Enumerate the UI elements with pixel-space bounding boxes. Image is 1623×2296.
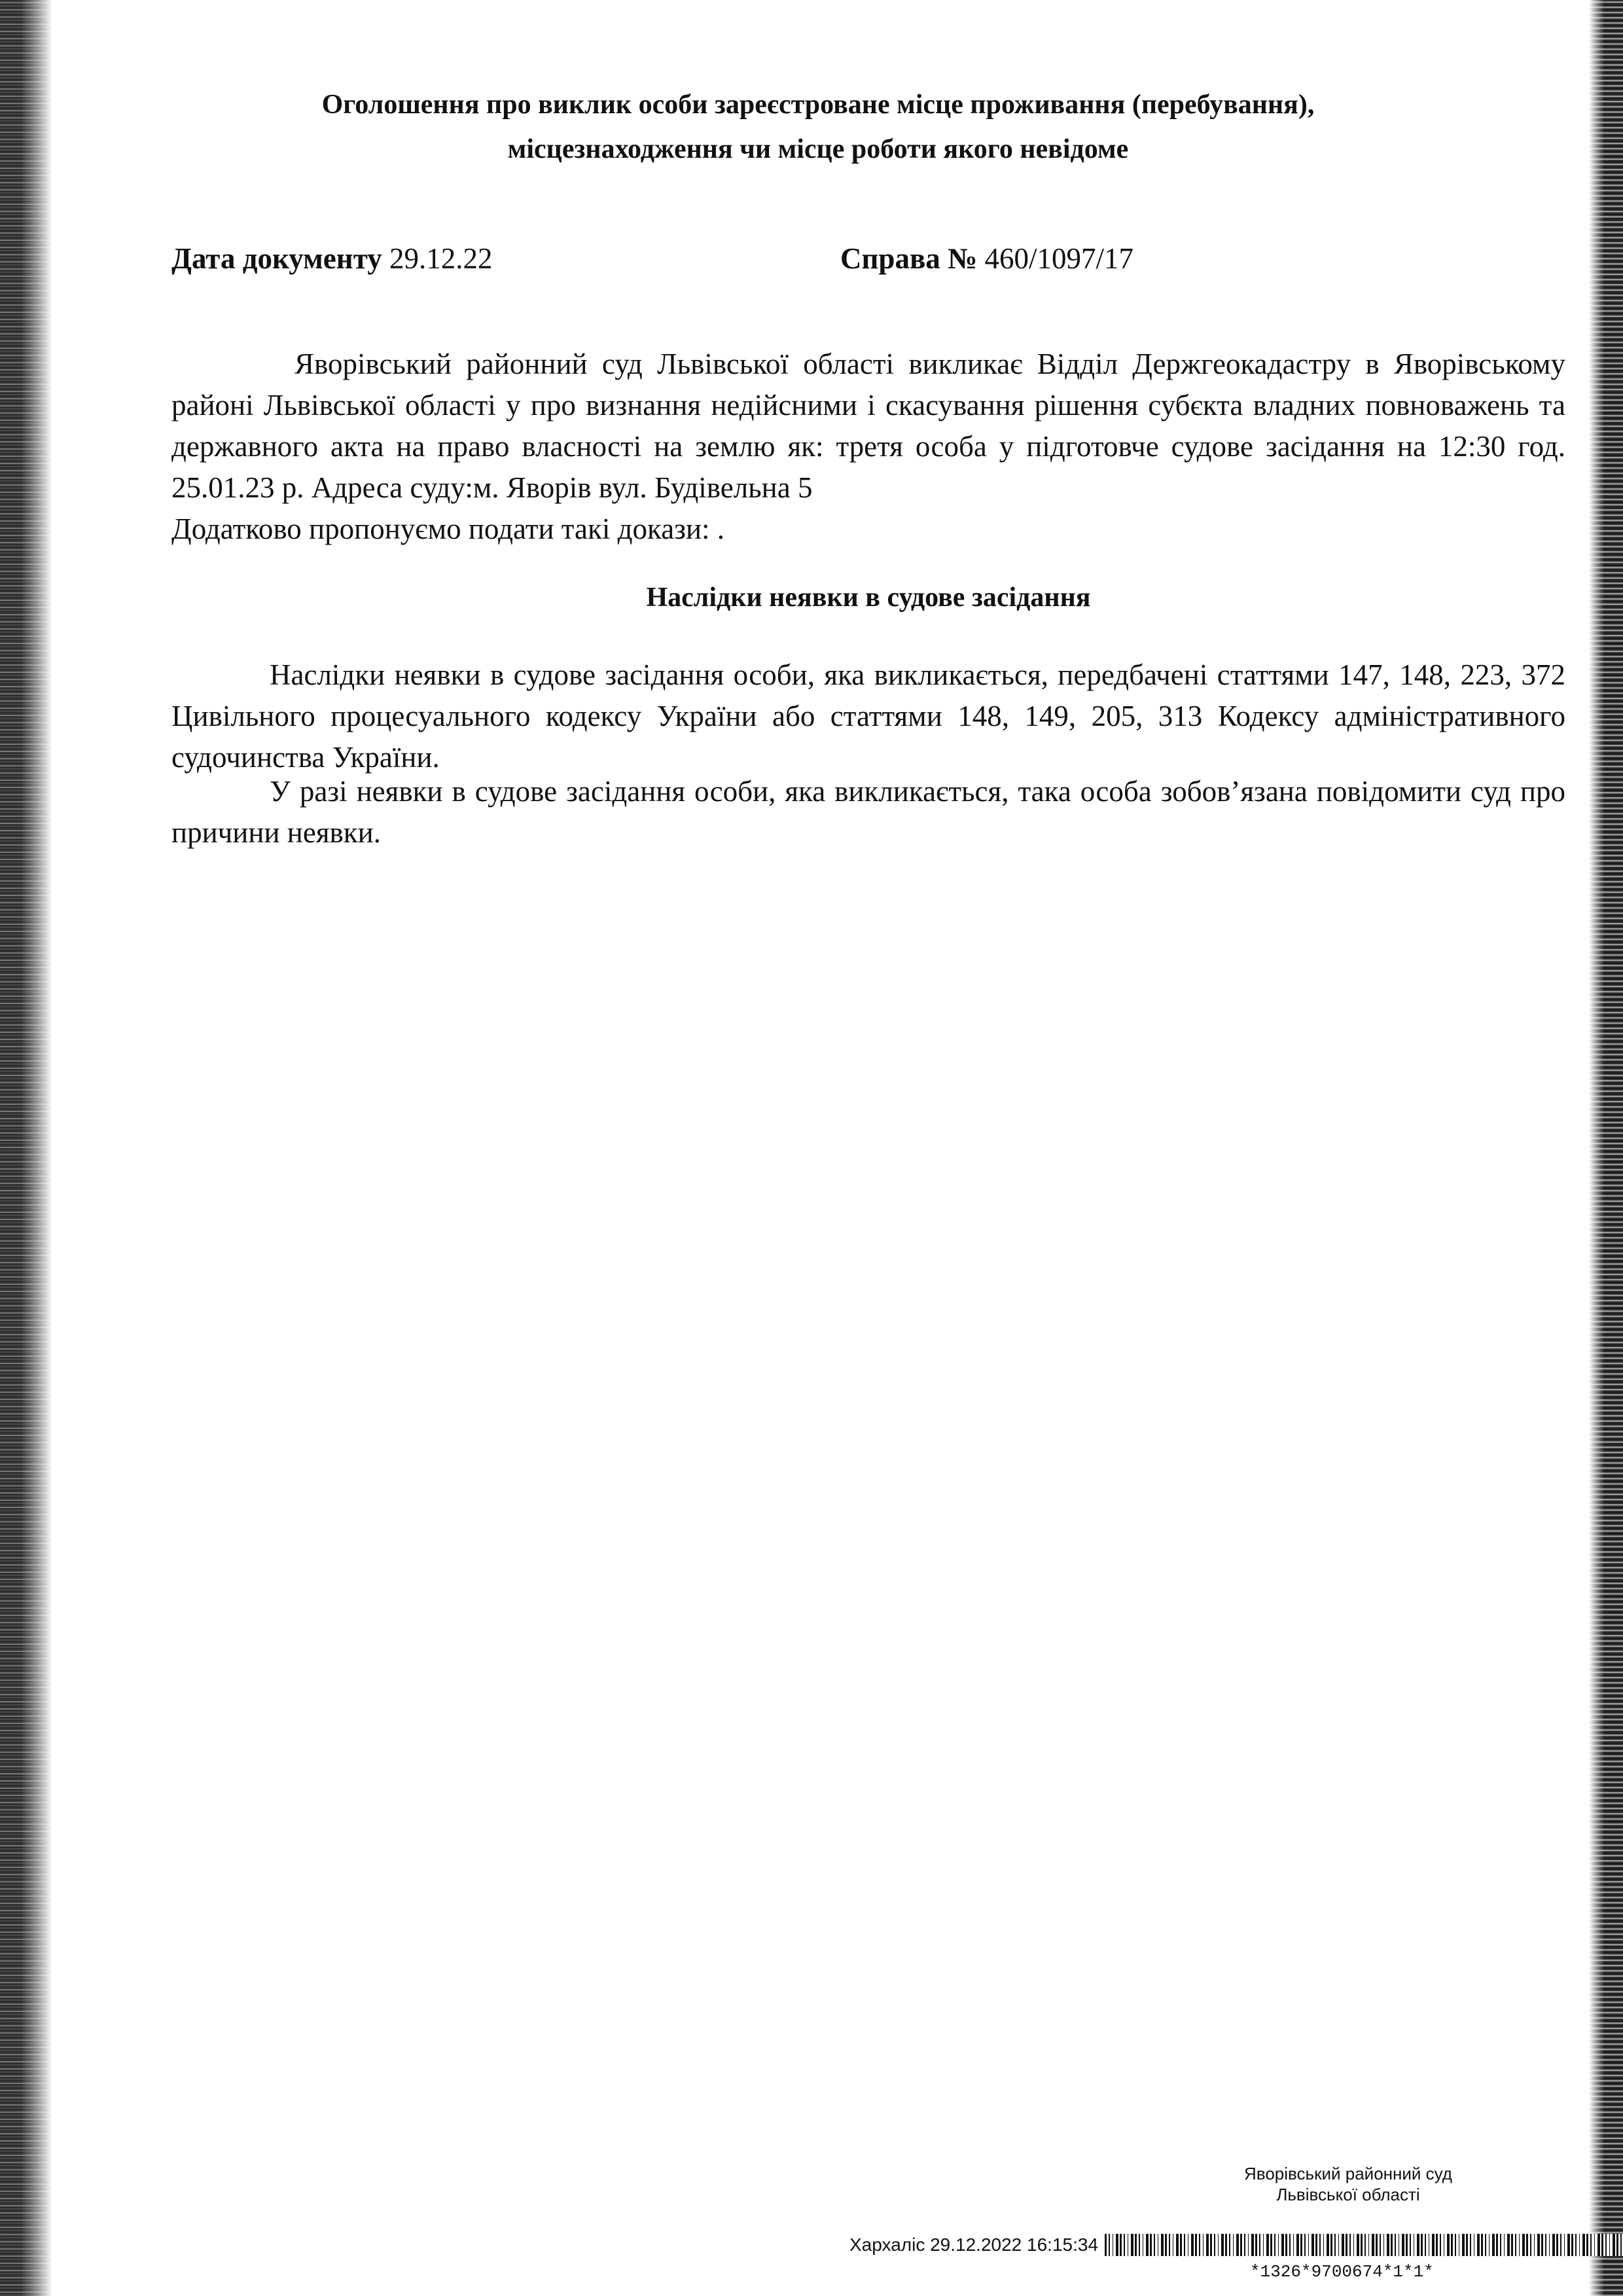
case-label: Справа № xyxy=(840,242,978,275)
evidence-paragraph: Додатково пропонуємо подати такі докази: . xyxy=(171,512,725,545)
barcode xyxy=(1105,2234,1623,2256)
date-value: 29.12.22 xyxy=(389,242,493,275)
footer-signature-line xyxy=(849,2232,1623,2258)
signature-timestamp: Хархаліс 29.12.2022 16:15:34 xyxy=(849,2234,1099,2255)
title-line-1: Оголошення про виклик особи зареєстроване місце проживання (перебування), xyxy=(321,90,1315,120)
title-line-2: місцезнаходження чи місце роботи якого невідоме xyxy=(507,134,1129,164)
obligation-paragraph: У разі неявки в судове засідання особи, яка викликається, така особа зобов’язана повідомити суд про причини неявки. xyxy=(171,775,1565,849)
court-stamp xyxy=(1139,2163,1558,2205)
date-label: Дата документу xyxy=(171,242,382,275)
case-value: 460/1097/17 xyxy=(984,242,1133,275)
summons-paragraph: Яворівський районний суд Львівської області викликає Відділ Держгеокадастру в Яворівському районі Львівської області у про визнання недійсними і скасування рішення субєкта владних повноважень та державного акта на право власності на землю як: третя особа у підготовче судове засідання на 12:30 год. 25.01.23 р. Адреса суду:м. Яворів вул. Будівельна 5 xyxy=(171,348,1565,504)
court-region: Львівської області xyxy=(1276,2185,1420,2204)
case-number xyxy=(840,239,1133,278)
barcode-code: *1326*9700674*1*1* xyxy=(1250,2262,1434,2282)
scan-edge-left xyxy=(0,0,52,2296)
scan-edge-right xyxy=(1589,0,1623,2296)
consequences-heading: Наслідки неявки в судове засідання xyxy=(646,583,1091,613)
document-date xyxy=(171,239,492,278)
document-title xyxy=(164,82,1472,171)
court-name: Яворівський районний суд xyxy=(1244,2164,1452,2183)
consequences-paragraph: Наслідки неявки в судове засідання особи, яка викликається, передбачені статтями 147, 148, 223, 372 Цивільного процесуального кодексу України або статтями 148, 149, 205, 313 Кодексу адміністративного судочинства України. xyxy=(171,658,1565,774)
